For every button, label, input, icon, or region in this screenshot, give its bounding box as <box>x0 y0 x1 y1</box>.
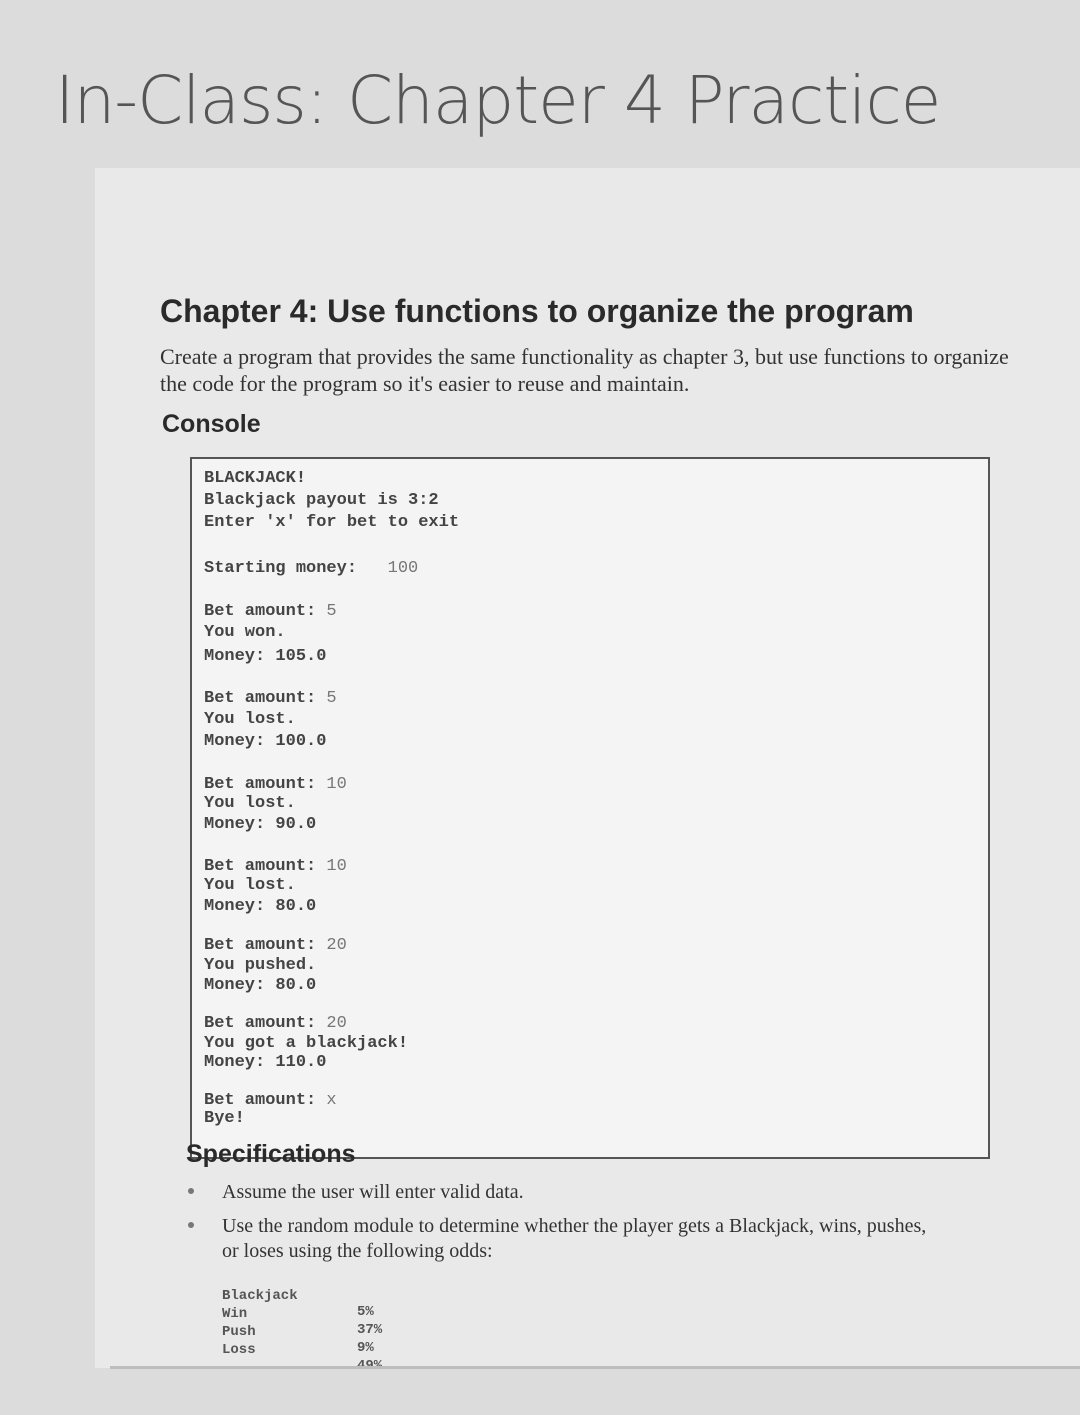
money-value: 105.0 <box>275 647 327 666</box>
chapter-heading: Chapter 4: Use functions to organize the program <box>160 293 914 329</box>
bet-value: 10 <box>326 775 347 794</box>
bet-line <box>204 1014 347 1033</box>
money-label: Money: <box>204 976 266 995</box>
console-header-line: Blackjack payout is 3:2 <box>204 491 439 510</box>
bet-line <box>204 1091 337 1110</box>
money-label: Money: <box>204 815 266 834</box>
bet-value: 5 <box>326 689 337 708</box>
result-line: You won. <box>204 623 286 642</box>
money-line <box>204 897 316 916</box>
odds-label: Blackjack <box>222 1288 298 1304</box>
money-value: 100.0 <box>275 732 327 751</box>
result-line: You got a blackjack! <box>204 1034 409 1053</box>
bullet-icon <box>188 1222 194 1228</box>
odds-percent: 5% <box>357 1304 374 1320</box>
specifications-heading: Specifications <box>186 1140 356 1168</box>
result-line: You lost. <box>204 794 296 813</box>
money-line <box>204 732 326 751</box>
odds-label: Push <box>222 1324 256 1340</box>
money-value: 80.0 <box>275 897 317 916</box>
money-label: Money: <box>204 897 266 916</box>
bet-label: Bet amount: <box>204 1014 317 1033</box>
starting-money-value: 100 <box>387 559 419 578</box>
money-label: Money: <box>204 732 266 751</box>
bet-line <box>204 689 337 708</box>
footer-divider <box>110 1366 1080 1369</box>
intro-paragraph: Create a program that provides the same functionality as chapter 3, but use functions to organize the code for the program so it's easier to reuse and maintain. <box>160 344 1009 396</box>
console-header-line: BLACKJACK! <box>204 469 307 488</box>
bet-line <box>204 857 347 876</box>
bet-value: 20 <box>326 936 347 955</box>
bet-label: Bet amount: <box>204 936 317 955</box>
result-line: You lost. <box>204 876 296 895</box>
bet-line <box>204 936 347 955</box>
bet-label: Bet amount: <box>204 602 317 621</box>
money-value: 80.0 <box>275 976 317 995</box>
page-title: In-Class: Chapter 4 Practice <box>55 62 941 139</box>
bullet-icon <box>188 1188 194 1194</box>
specification-item: Assume the user will enter valid data. <box>222 1181 524 1203</box>
bet-label: Bet amount: <box>204 857 317 876</box>
bet-label: Bet amount: <box>204 775 317 794</box>
console-output-box <box>190 457 990 1159</box>
money-value: 90.0 <box>275 815 317 834</box>
money-label: Money: <box>204 647 266 666</box>
specification-item: Use the random module to determine whether the player gets a Blackjack, wins, pushes, or loses using the following odds: <box>222 1215 927 1262</box>
starting-money-line <box>204 559 418 578</box>
odds-label: Win <box>222 1306 248 1322</box>
money-label: Money: <box>204 1053 266 1072</box>
result-line: You lost. <box>204 710 296 729</box>
odds-row <box>222 1326 256 1390</box>
bet-value: 10 <box>326 857 347 876</box>
odds-label: Loss <box>222 1342 256 1358</box>
bet-value: 20 <box>326 1014 347 1033</box>
bet-label: Bet amount: <box>204 689 317 708</box>
money-line <box>204 647 326 666</box>
money-line <box>204 1053 326 1072</box>
bet-value: x <box>326 1091 337 1110</box>
bet-line <box>204 775 347 794</box>
exit-line: Bye! <box>204 1109 245 1128</box>
odds-percent: 37% <box>357 1322 383 1338</box>
result-line: You pushed. <box>204 956 317 975</box>
console-header-line: Enter 'x' for bet to exit <box>204 513 460 532</box>
money-value: 110.0 <box>275 1053 327 1072</box>
console-heading: Console <box>162 410 261 438</box>
starting-money-label: Starting money: <box>204 559 358 578</box>
bet-value: 5 <box>326 602 337 621</box>
money-line <box>204 976 316 995</box>
money-line <box>204 815 316 834</box>
bet-label: Bet amount: <box>204 1091 317 1110</box>
bet-line <box>204 602 337 621</box>
odds-percent: 9% <box>357 1340 374 1356</box>
